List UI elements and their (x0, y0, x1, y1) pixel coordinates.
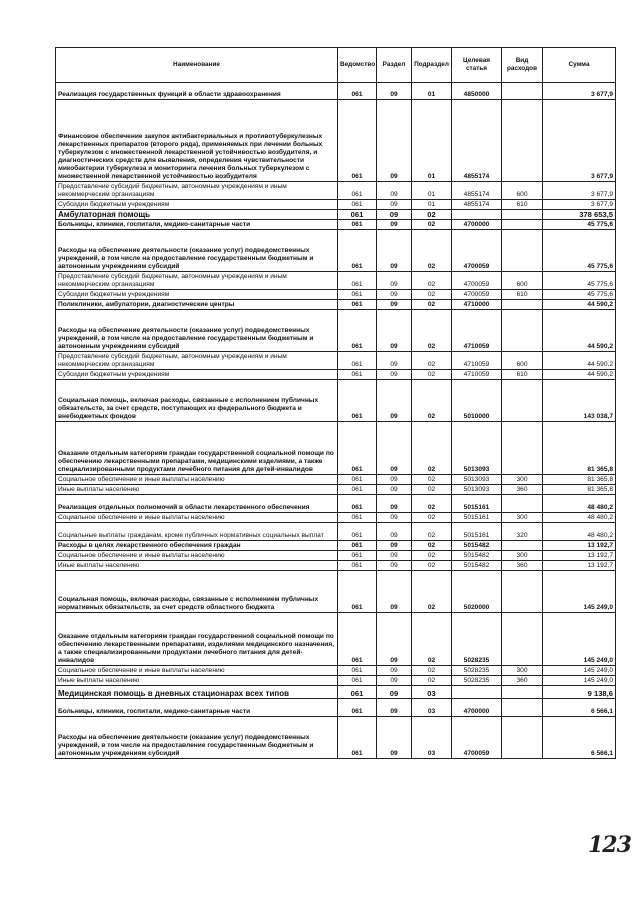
cell-dept: 061 (338, 686, 377, 699)
cell-sub: 02 (412, 422, 452, 475)
cell-vr (502, 495, 543, 513)
cell-cs: 5013093 (452, 422, 502, 475)
header-name: Наименование (56, 48, 338, 83)
cell-vr: 600 (502, 272, 543, 290)
cell-dept: 061 (338, 200, 377, 210)
cell-sec: 09 (377, 551, 412, 561)
table-row (56, 380, 616, 422)
cell-sum: 378 653,5 (543, 210, 616, 220)
cell-sec: 09 (377, 210, 412, 220)
cell-dept: 061 (338, 513, 377, 523)
cell-vr (502, 541, 543, 551)
table-row (56, 523, 616, 541)
cell-name: Финансовое обеспечение закупок антибактериальных и противотуберкулезных лекарственных препаратов (второго ряда), применяемых при лечении больных туберкулезом с множественной лекарственной устойчивостью возбудителя, и диагностических средств для выявления, определения чувствительности микобактерии туберкулеза и мониторинга лечения больных туберкулезом с множественной лекарственной устойчивостью возбудителя (56, 100, 338, 182)
cell-cs: 5015482 (452, 551, 502, 561)
cell-sub: 02 (412, 666, 452, 676)
cell-name: Расходы в целях лекарственного обеспечения граждан (56, 541, 338, 551)
cell-sub: 01 (412, 182, 452, 200)
cell-name: Иные выплаты населению (56, 561, 338, 571)
cell-vr: 610 (502, 200, 543, 210)
cell-sec: 09 (377, 495, 412, 513)
cell-sum: 145 249,0 (543, 676, 616, 686)
cell-name: Иные выплаты населению (56, 485, 338, 495)
table-row (56, 561, 616, 571)
cell-cs: 4710059 (452, 310, 502, 352)
cell-dept: 061 (338, 475, 377, 485)
cell-name: Предоставление субсидий бюджетным, автономным учреждениям и иным некоммерческим организациям (56, 182, 338, 200)
cell-vr: 360 (502, 561, 543, 571)
cell-name: Социальное обеспечение и иные выплаты населению (56, 551, 338, 561)
cell-sec: 09 (377, 300, 412, 310)
cell-sub: 02 (412, 551, 452, 561)
cell-vr (502, 100, 543, 182)
cell-cs: 5010000 (452, 380, 502, 422)
cell-name: Поликлиники, амбулатории, диагностические центры (56, 300, 338, 310)
cell-vr: 600 (502, 182, 543, 200)
cell-cs: 4855174 (452, 182, 502, 200)
cell-dept: 061 (338, 699, 377, 717)
cell-sec: 09 (377, 290, 412, 300)
cell-cs: 5015161 (452, 495, 502, 513)
table-row (56, 495, 616, 513)
cell-sub: 03 (412, 686, 452, 699)
table-row (56, 613, 616, 666)
cell-vr (502, 230, 543, 272)
cell-sub: 02 (412, 370, 452, 380)
table-row (56, 210, 616, 220)
cell-sub: 02 (412, 380, 452, 422)
cell-sec: 09 (377, 100, 412, 182)
cell-sum: 3 677,9 (543, 100, 616, 182)
cell-cs: 5015482 (452, 541, 502, 551)
cell-cs: 4700000 (452, 699, 502, 717)
cell-sub: 02 (412, 220, 452, 230)
cell-sum: 3 677,9 (543, 200, 616, 210)
cell-cs: 5020000 (452, 571, 502, 613)
cell-sum: 48 480,2 (543, 523, 616, 541)
cell-name: Предоставление субсидий бюджетным, автономным учреждениям и иным некоммерческим организациям (56, 352, 338, 370)
table-row (56, 300, 616, 310)
cell-dept: 061 (338, 541, 377, 551)
cell-sum: 44 590,2 (543, 310, 616, 352)
cell-dept: 061 (338, 182, 377, 200)
cell-cs: 4700059 (452, 272, 502, 290)
cell-sub: 02 (412, 676, 452, 686)
table-row (56, 699, 616, 717)
cell-vr (502, 300, 543, 310)
cell-sec: 09 (377, 182, 412, 200)
cell-sum: 13 192,7 (543, 561, 616, 571)
cell-cs: 5015161 (452, 513, 502, 523)
table-row (56, 230, 616, 272)
cell-sum: 3 677,9 (543, 83, 616, 100)
cell-sum: 45 775,6 (543, 272, 616, 290)
cell-cs: 5028235 (452, 666, 502, 676)
table-row (56, 83, 616, 100)
cell-name: Социальные выплаты гражданам, кроме публичных нормативных социальных выплат (56, 523, 338, 541)
cell-sum: 81 365,8 (543, 475, 616, 485)
cell-sec: 09 (377, 561, 412, 571)
cell-vr (502, 699, 543, 717)
cell-dept: 061 (338, 100, 377, 182)
table-row (56, 422, 616, 475)
cell-sub: 02 (412, 230, 452, 272)
cell-sum: 45 775,6 (543, 230, 616, 272)
cell-vr (502, 310, 543, 352)
cell-cs: 5013093 (452, 485, 502, 495)
cell-sum: 3 677,9 (543, 182, 616, 200)
cell-vr: 360 (502, 676, 543, 686)
cell-sub: 02 (412, 571, 452, 613)
cell-dept: 061 (338, 422, 377, 475)
cell-name: Больницы, клиники, госпитали, медико-санитарные части (56, 220, 338, 230)
cell-name: Реализация государственных функций в области здравоохранения (56, 83, 338, 100)
cell-cs (452, 686, 502, 699)
cell-cs: 4855174 (452, 200, 502, 210)
cell-dept: 061 (338, 310, 377, 352)
cell-sum: 13 192,7 (543, 551, 616, 561)
cell-cs: 4710000 (452, 300, 502, 310)
cell-vr: 600 (502, 352, 543, 370)
cell-sub: 02 (412, 352, 452, 370)
cell-dept: 061 (338, 210, 377, 220)
cell-sub: 02 (412, 310, 452, 352)
cell-sub: 01 (412, 100, 452, 182)
cell-sum: 48 480,2 (543, 513, 616, 523)
cell-vr (502, 717, 543, 759)
cell-dept: 061 (338, 272, 377, 290)
cell-sec: 09 (377, 485, 412, 495)
cell-cs: 4700059 (452, 230, 502, 272)
cell-dept: 061 (338, 300, 377, 310)
cell-vr: 300 (502, 513, 543, 523)
cell-cs: 4700000 (452, 220, 502, 230)
header-kind: Вид расходов (502, 48, 543, 83)
cell-dept: 061 (338, 523, 377, 541)
cell-dept: 061 (338, 571, 377, 613)
cell-dept: 061 (338, 370, 377, 380)
cell-sec: 09 (377, 220, 412, 230)
cell-dept: 061 (338, 561, 377, 571)
cell-name: Субсидии бюджетным учреждениям (56, 370, 338, 380)
cell-sec: 09 (377, 200, 412, 210)
cell-dept: 061 (338, 551, 377, 561)
cell-sub: 02 (412, 495, 452, 513)
table-row (56, 200, 616, 210)
table-row (56, 310, 616, 352)
cell-sec: 09 (377, 541, 412, 551)
table-row (56, 541, 616, 551)
cell-sum: 145 249,0 (543, 666, 616, 676)
cell-dept: 061 (338, 676, 377, 686)
header-row (56, 48, 616, 83)
cell-sec: 09 (377, 352, 412, 370)
table-row (56, 513, 616, 523)
cell-vr (502, 686, 543, 699)
cell-vr (502, 571, 543, 613)
cell-sub: 01 (412, 200, 452, 210)
table-row (56, 370, 616, 380)
cell-dept: 061 (338, 352, 377, 370)
cell-dept: 061 (338, 495, 377, 513)
cell-name: Социальная помощь, включая расходы, связанные с исполнением публичных обязательств, за счет средств, поступающих из федерального бюджета и внебюджетных фондов (56, 380, 338, 422)
cell-name: Социальное обеспечение и иные выплаты населению (56, 475, 338, 485)
table-row (56, 676, 616, 686)
cell-sec: 09 (377, 370, 412, 380)
cell-cs: 4700059 (452, 290, 502, 300)
table-row (56, 290, 616, 300)
cell-dept: 061 (338, 230, 377, 272)
cell-sec: 09 (377, 310, 412, 352)
cell-vr: 300 (502, 475, 543, 485)
cell-sub: 02 (412, 613, 452, 666)
cell-vr: 610 (502, 370, 543, 380)
table-row (56, 220, 616, 230)
cell-sub: 02 (412, 290, 452, 300)
cell-sum: 145 249,0 (543, 613, 616, 666)
cell-sub: 03 (412, 699, 452, 717)
cell-sec: 09 (377, 230, 412, 272)
cell-dept: 061 (338, 83, 377, 100)
cell-sum: 81 365,8 (543, 422, 616, 475)
header-section: Раздел (377, 48, 412, 83)
cell-name: Расходы на обеспечение деятельности (оказание услуг) подведомственных учреждений, в том числе на предоставление государственным бюджетным и автономным учреждениям субсидий (56, 310, 338, 352)
cell-sec: 09 (377, 699, 412, 717)
cell-cs: 4710059 (452, 352, 502, 370)
cell-vr: 610 (502, 290, 543, 300)
cell-name: Предоставление субсидий бюджетным, автономным учреждениям и иным некоммерческим организациям (56, 272, 338, 290)
cell-name: Медицинская помощь в дневных стационарах всех типов (56, 686, 338, 699)
budget-table (55, 47, 616, 759)
cell-dept: 061 (338, 485, 377, 495)
cell-sub: 02 (412, 475, 452, 485)
cell-sec: 09 (377, 83, 412, 100)
cell-name: Больницы, клиники, госпитали, медико-санитарные части (56, 699, 338, 717)
table-row (56, 571, 616, 613)
cell-dept: 061 (338, 380, 377, 422)
cell-vr (502, 210, 543, 220)
cell-sec: 09 (377, 523, 412, 541)
cell-name: Субсидии бюджетным учреждениям (56, 290, 338, 300)
cell-sub: 02 (412, 300, 452, 310)
cell-sec: 09 (377, 422, 412, 475)
cell-sum: 45 775,6 (543, 220, 616, 230)
cell-vr (502, 422, 543, 475)
table-row (56, 717, 616, 759)
cell-sum: 48 480,2 (543, 495, 616, 513)
table-row (56, 686, 616, 699)
cell-sum: 44 590,2 (543, 370, 616, 380)
cell-name: Социальное обеспечение и иные выплаты населению (56, 513, 338, 523)
table-row (56, 551, 616, 561)
cell-cs: 5015482 (452, 561, 502, 571)
cell-sec: 09 (377, 717, 412, 759)
cell-sum: 6 566,1 (543, 699, 616, 717)
table-row (56, 272, 616, 290)
page-number: 123 (588, 832, 631, 858)
table-row (56, 100, 616, 182)
cell-sub: 02 (412, 272, 452, 290)
cell-dept: 061 (338, 290, 377, 300)
cell-sub: 02 (412, 561, 452, 571)
cell-sum: 13 192,7 (543, 541, 616, 551)
cell-name: Расходы на обеспечение деятельности (оказание услуг) подведомственных учреждений, в том числе на предоставление государственным бюджетным и автономным учреждениям субсидий (56, 230, 338, 272)
cell-sub: 02 (412, 541, 452, 551)
cell-name: Оказание отдельным категориям граждан государственной социальной помощи по обеспечению лекарственными препаратами, изделиями медицинского назначения, а также специализированными продуктами лечебного питания для детей-инвалидов (56, 613, 338, 666)
cell-cs: 4710059 (452, 370, 502, 380)
cell-sum: 44 590,2 (543, 352, 616, 370)
header-target: Целевая статья (452, 48, 502, 83)
cell-name: Иные выплаты населению (56, 676, 338, 686)
table-row (56, 485, 616, 495)
cell-sub: 02 (412, 513, 452, 523)
cell-cs: 4855174 (452, 100, 502, 182)
cell-sum: 81 365,8 (543, 485, 616, 495)
cell-sum: 45 775,6 (543, 290, 616, 300)
cell-vr (502, 380, 543, 422)
cell-sum: 143 038,7 (543, 380, 616, 422)
cell-cs: 5013093 (452, 475, 502, 485)
cell-sub: 03 (412, 717, 452, 759)
cell-sec: 09 (377, 676, 412, 686)
table-row (56, 352, 616, 370)
cell-sec: 09 (377, 380, 412, 422)
cell-sub: 02 (412, 485, 452, 495)
cell-vr (502, 613, 543, 666)
header-dept: Ведомство (338, 48, 377, 83)
cell-cs: 4700059 (452, 717, 502, 759)
cell-vr: 300 (502, 666, 543, 676)
table-row (56, 666, 616, 676)
cell-dept: 061 (338, 666, 377, 676)
header-subsection: Подраздел (412, 48, 452, 83)
cell-vr: 300 (502, 551, 543, 561)
cell-sum: 145 249,0 (543, 571, 616, 613)
cell-sec: 09 (377, 571, 412, 613)
cell-sec: 09 (377, 272, 412, 290)
cell-name: Оказание отдельным категориям граждан государственной социальной помощи по обеспечению лекарственными препаратами, медицинскими изделиями, а также специализированными продуктами лечебного питания для детей-инвалидов (56, 422, 338, 475)
cell-name: Социальная помощь, включая расходы, связанные с исполнением публичных нормативных обязательств, за счет средств областного бюджета (56, 571, 338, 613)
cell-vr (502, 220, 543, 230)
cell-cs: 5028235 (452, 613, 502, 666)
cell-sum: 6 566,1 (543, 717, 616, 759)
cell-name: Субсидии бюджетным учреждениям (56, 200, 338, 210)
cell-sec: 09 (377, 475, 412, 485)
cell-cs: 4850000 (452, 83, 502, 100)
cell-name: Расходы на обеспечение деятельности (оказание услуг) подведомственных учреждений, в том числе на предоставление государственным бюджетным и автономным учреждениям субсидий (56, 717, 338, 759)
cell-cs: 5015161 (452, 523, 502, 541)
cell-sub: 02 (412, 210, 452, 220)
cell-sum: 9 138,6 (543, 686, 616, 699)
cell-vr: 360 (502, 485, 543, 495)
cell-sec: 09 (377, 686, 412, 699)
cell-dept: 061 (338, 717, 377, 759)
header-sum: Сумма (543, 48, 616, 83)
table-row (56, 182, 616, 200)
cell-sum: 44 590,2 (543, 300, 616, 310)
cell-dept: 061 (338, 613, 377, 666)
cell-cs (452, 210, 502, 220)
cell-name: Социальное обеспечение и иные выплаты населению (56, 666, 338, 676)
cell-sub: 02 (412, 523, 452, 541)
cell-vr: 320 (502, 523, 543, 541)
cell-sec: 09 (377, 513, 412, 523)
cell-sec: 09 (377, 613, 412, 666)
table-row (56, 475, 616, 485)
cell-name: Амбулаторная помощь (56, 210, 338, 220)
cell-cs: 5028235 (452, 676, 502, 686)
cell-sub: 01 (412, 83, 452, 100)
cell-vr (502, 83, 543, 100)
cell-name: Реализация отдельных полномочий в области лекарственного обеспечения (56, 495, 338, 513)
cell-dept: 061 (338, 220, 377, 230)
cell-sec: 09 (377, 666, 412, 676)
